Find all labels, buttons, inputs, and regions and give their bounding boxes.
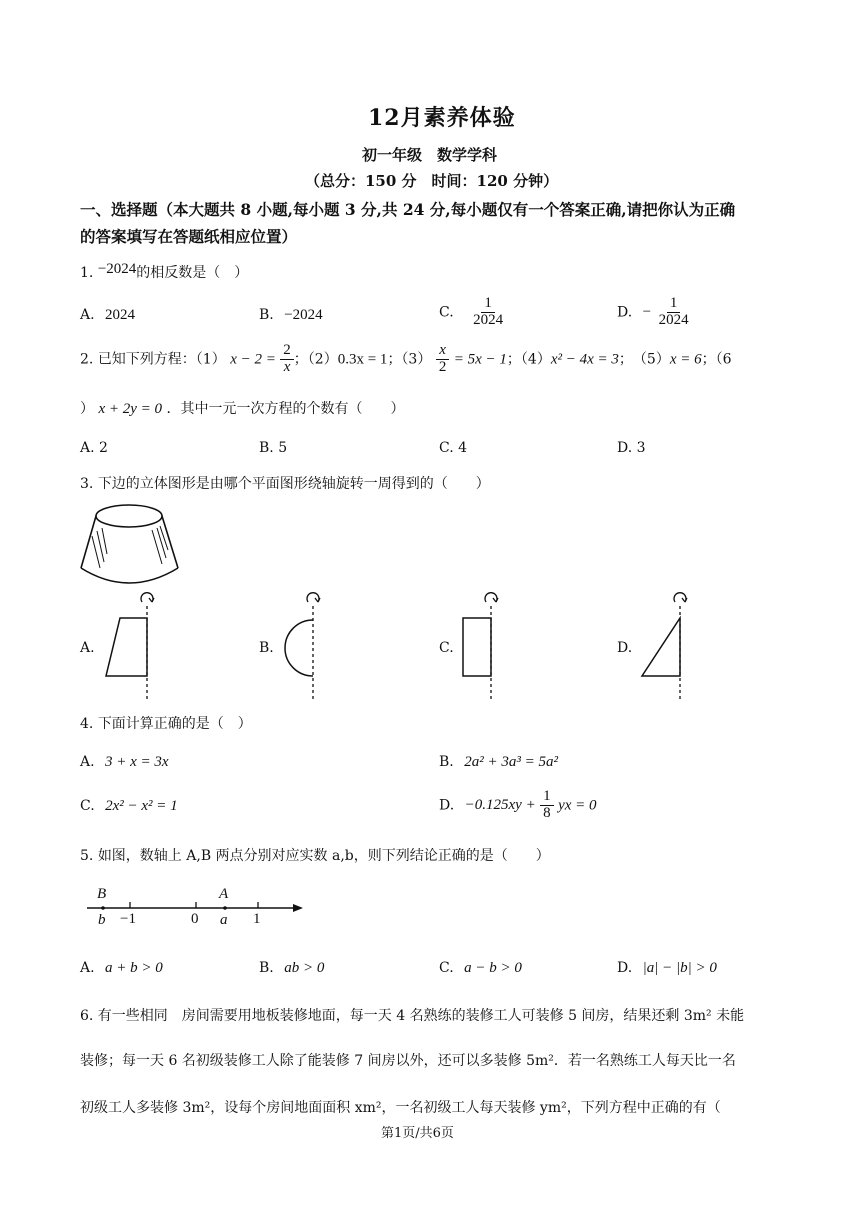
question-6-line2: 装修；每一天 6 名初级装修工人除了能装修 7 间房以外，还可以多装修 5m²．若一名熟练工人每天比一名 xyxy=(80,1053,736,1069)
q3-option-d-label[interactable]: D. xyxy=(617,640,633,656)
tick-label-b: b xyxy=(98,912,106,928)
equation-5: x = 6 xyxy=(669,351,702,368)
equation-1-left: x − 2 = xyxy=(230,351,276,368)
option-label: D. xyxy=(439,797,455,814)
q1-option-c[interactable] xyxy=(439,296,506,329)
question-text: ．其中一元一次方程的个数有（ ） xyxy=(166,401,405,417)
tick-label-zero: 0 xyxy=(191,911,199,927)
page-footer: 第1页/共6页 xyxy=(381,1126,454,1141)
fraction xyxy=(470,296,506,329)
numerator: 1 xyxy=(667,296,681,313)
numerator: 1 xyxy=(481,296,495,313)
equation-1-fraction xyxy=(280,343,294,376)
tick-label-a: a xyxy=(220,912,228,928)
numerator: 2 xyxy=(280,343,294,360)
point-A-label: A xyxy=(219,886,229,902)
denominator: 2 xyxy=(438,358,447,375)
q4-option-c[interactable] xyxy=(80,798,178,815)
option-value: 2x² − x² = 1 xyxy=(105,798,178,814)
denominator: 8 xyxy=(543,804,551,821)
q5-option-d[interactable] xyxy=(617,960,717,977)
option-value: a − b > 0 xyxy=(464,960,522,976)
question-5 xyxy=(80,845,550,865)
option-label: B. xyxy=(259,960,274,976)
option-label: B. xyxy=(439,754,454,770)
fraction xyxy=(540,789,554,822)
option-value: 3 + x = 3x xyxy=(105,754,169,770)
section-heading-line1: 一、选择题（本大题共 8 小题,每小题 3 分,共 24 分,每小题仅有一个答案正确,请把你认为正确 xyxy=(80,200,736,219)
equation-3-fraction xyxy=(436,343,450,376)
equation-4: x² − 4x = 3 xyxy=(550,351,619,368)
option-b-semicircle-figure[interactable] xyxy=(278,592,338,704)
option-value-right: yx = 0 xyxy=(558,797,597,814)
option-label: A. xyxy=(80,960,95,976)
option-label: C. xyxy=(439,304,454,321)
option-value: −2024 xyxy=(284,307,323,323)
separator: ；（2） xyxy=(293,351,338,368)
q2-option-a[interactable]: A. 2 xyxy=(80,440,108,456)
option-label: A. xyxy=(80,754,95,770)
question-2-line1 xyxy=(80,343,732,376)
separator: ） xyxy=(80,401,94,417)
denominator: 2024 xyxy=(658,311,689,328)
question-4 xyxy=(80,713,252,733)
option-value: 2024 xyxy=(105,307,136,323)
separator: ；（3） xyxy=(387,351,432,368)
q1-option-a[interactable] xyxy=(80,307,135,324)
question-1 xyxy=(80,262,248,282)
section-heading-line2: 的答案填写在答题纸相应位置） xyxy=(80,227,298,246)
numerator: 1 xyxy=(540,789,554,806)
math-expression: −2024 xyxy=(97,261,137,277)
q5-option-b[interactable] xyxy=(259,960,324,977)
fraction xyxy=(656,296,692,329)
question-text: 下边的立体图形是由哪个平面图形绕轴旋转一周得到的（ ） xyxy=(97,476,490,492)
q3-option-b-label[interactable]: B. xyxy=(259,640,274,656)
option-value: 2a² + 3a³ = 5a² xyxy=(464,754,558,770)
option-value-left: −0.125xy + xyxy=(464,797,536,814)
option-value: a + b > 0 xyxy=(105,960,163,976)
question-text: 如图，数轴上 A,B 两点分别对应实数 a,b，则下列结论正确的是（ ） xyxy=(97,848,550,864)
q5-option-a[interactable] xyxy=(80,960,163,977)
q1-option-b[interactable] xyxy=(259,307,323,324)
question-text: 下面计算正确的是（ ） xyxy=(97,716,252,732)
option-label: D. xyxy=(617,304,633,321)
option-value: ab > 0 xyxy=(284,960,325,976)
page-title: 12月素养体验 xyxy=(368,105,516,131)
question-number: 2. xyxy=(80,351,94,368)
question-3 xyxy=(80,473,490,493)
option-label: D. xyxy=(617,960,633,976)
question-6-line3: 初级工人多装修 3m²，设每个房间地面面积 xm²，一名初级工人每天装修 ym²，下列方程中正确的有（ xyxy=(80,1100,721,1116)
tick-label-one: 1 xyxy=(253,911,261,927)
question-number: 1. xyxy=(80,265,94,281)
option-label: B. xyxy=(259,307,274,323)
denominator: x xyxy=(283,358,291,375)
option-c-rectangle-figure[interactable] xyxy=(455,592,515,704)
question-number: 4. xyxy=(80,716,94,732)
question-number: 3. xyxy=(80,476,94,492)
option-a-trapezoid-figure[interactable] xyxy=(100,592,160,704)
separator: ； （5） xyxy=(618,351,670,368)
separator: ；（4） xyxy=(506,351,551,368)
page-subtitle: 初一年级 数学学科 xyxy=(362,146,498,164)
option-d-triangle-figure[interactable] xyxy=(636,592,696,704)
question-text: 的相反数是（ ） xyxy=(136,265,249,281)
q5-option-c[interactable] xyxy=(439,960,522,977)
q1-option-d[interactable] xyxy=(617,296,692,329)
q2-option-c[interactable]: C. 4 xyxy=(439,440,468,456)
question-number: 5. xyxy=(80,848,94,864)
q4-option-b[interactable] xyxy=(439,754,558,771)
point-B-label: B xyxy=(97,886,107,902)
equation-6: x + 2y = 0 xyxy=(98,401,163,417)
denominator: 2024 xyxy=(473,311,504,328)
option-label: C. xyxy=(439,960,454,976)
minus-sign: − xyxy=(642,304,652,321)
q3-option-c-label[interactable]: C. xyxy=(439,640,454,656)
equation-2: 0.3x = 1 xyxy=(337,351,388,368)
question-text: 已知下列方程：（1） xyxy=(97,351,226,368)
q2-option-b[interactable]: B. 5 xyxy=(259,440,288,456)
question-6-line1: 6. 有一些相同 房间需要用地板装修地面，每一天 4 名熟练的装修工人可装修 5 间房，结果还剩 3m² 未能 xyxy=(80,1008,745,1024)
numerator: x xyxy=(436,343,449,360)
question-2-line2 xyxy=(80,398,404,418)
equation-3-right: = 5x − 1 xyxy=(453,351,507,368)
q3-option-a-label[interactable]: A. xyxy=(80,640,95,656)
tick-label-neg1: −1 xyxy=(120,911,136,927)
option-label: A. xyxy=(80,307,95,323)
frustum-figure xyxy=(78,498,183,590)
q2-option-d[interactable]: D. 3 xyxy=(617,440,646,456)
q4-option-d[interactable] xyxy=(439,789,597,822)
q4-option-a[interactable] xyxy=(80,754,169,771)
option-value: |a| − |b| > 0 xyxy=(642,960,717,976)
option-label: C. xyxy=(80,798,95,814)
separator: ；（6 xyxy=(701,351,732,368)
exam-info: （总分：150 分 时间：120 分钟） xyxy=(305,172,559,190)
